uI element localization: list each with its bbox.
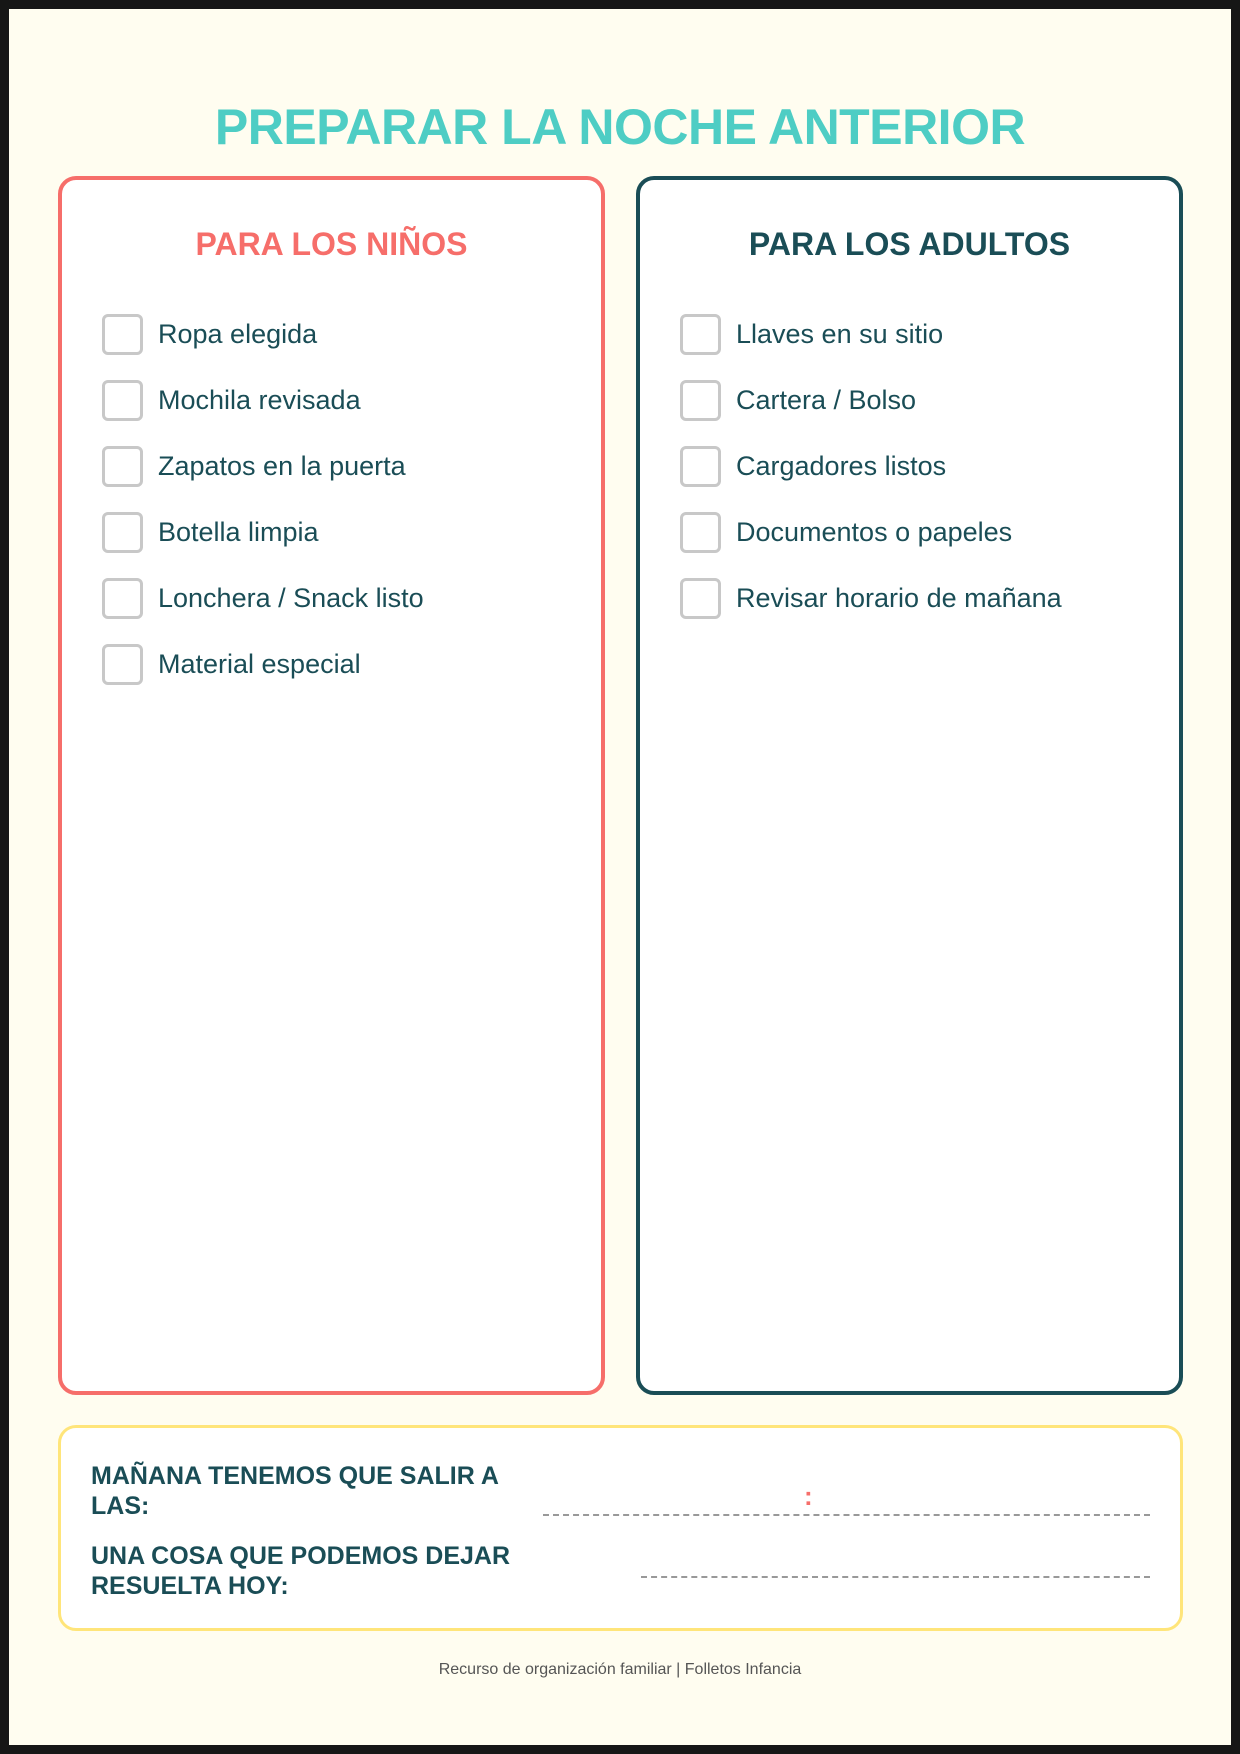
- plan-box: [58, 1425, 1183, 1631]
- checkbox[interactable]: [102, 380, 143, 421]
- checklist-item-label: Zapatos en la puerta: [158, 451, 406, 481]
- checkbox[interactable]: [102, 446, 143, 487]
- checklist-item: [680, 446, 1062, 512]
- checkbox[interactable]: [102, 578, 143, 619]
- checkbox[interactable]: [680, 446, 721, 487]
- checklist-item: [102, 446, 424, 512]
- checklist-item: [680, 380, 1062, 446]
- checklist-item-label: Llaves en su sitio: [736, 319, 944, 349]
- checkbox[interactable]: [102, 512, 143, 553]
- checklist-item: [680, 512, 1062, 578]
- checklist-item: [102, 578, 424, 644]
- checklist-item: [102, 314, 424, 380]
- checklist-item-label: Documentos o papeles: [736, 517, 1013, 547]
- checklist-item-label: Cargadores listos: [736, 451, 947, 481]
- kids-panel-title: PARA LOS NIÑOS: [195, 226, 468, 262]
- checklist-item: [680, 578, 1062, 644]
- adults-panel-title: PARA LOS ADULTOS: [748, 226, 1071, 262]
- leave-time-line[interactable]: [543, 1514, 1150, 1516]
- time-separator: :: [804, 1481, 813, 1511]
- checklist-item-label: Material especial: [158, 649, 361, 679]
- checklist-item-label: Botella limpia: [158, 517, 319, 547]
- checklist-item: [680, 314, 1062, 380]
- checkbox[interactable]: [102, 644, 143, 685]
- footer: Recurso de organización familiar | Folletos Infancia: [438, 1661, 802, 1678]
- checklist-item: [102, 512, 424, 578]
- checklist-item-label: Cartera / Bolso: [736, 385, 917, 415]
- resolve-today-line[interactable]: [641, 1576, 1150, 1578]
- checklist-item-label: Revisar horario de mañana: [736, 583, 1062, 613]
- adults-checklist: [680, 314, 1062, 644]
- page: [9, 9, 1231, 1745]
- checklist-item-label: Ropa elegida: [158, 319, 318, 349]
- checklist-item-label: Lonchera / Snack listo: [158, 583, 424, 613]
- leave-time-label: MAÑANA TENEMOS QUE SALIR A LAS:: [91, 1462, 498, 1520]
- kids-panel: [58, 176, 605, 1395]
- checkbox[interactable]: [102, 314, 143, 355]
- adults-panel: [636, 176, 1183, 1395]
- page-title: PREPARAR LA NOCHE ANTERIOR: [214, 99, 1026, 155]
- checklist-item: [102, 644, 424, 710]
- kids-checklist: [102, 314, 424, 710]
- checkbox[interactable]: [680, 380, 721, 421]
- checkbox[interactable]: [680, 578, 721, 619]
- checklist-item: [102, 380, 424, 446]
- checkbox[interactable]: [680, 314, 721, 355]
- checkbox[interactable]: [680, 512, 721, 553]
- checklist-item-label: Mochila revisada: [158, 385, 361, 415]
- resolve-today-label: UNA COSA QUE PODEMOS DEJAR RESUELTA HOY:: [91, 1542, 511, 1600]
